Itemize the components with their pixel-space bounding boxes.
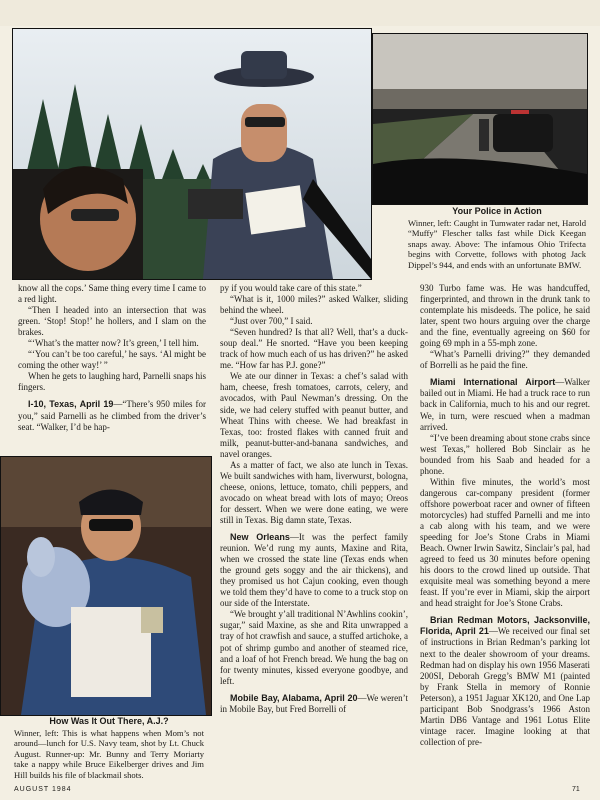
article-column-2 — [220, 283, 408, 715]
paragraph: “‘You can’t be too careful,’ he says. ‘Al might be coming the other way!’ ” — [18, 349, 206, 371]
paragraph: “Then I headed into an intersection that was green. ‘Stop! Stop!’ he hollers, and I slam on the brakes. — [18, 305, 206, 338]
section-text: —It was the perfect family reunion. We’d rung my aunts, Maxine and Rita, when we crossed the state line (Texas ends when the ground gets soggy and the air thickens), and they promised us hot Cajun cooking, even though we told them they’d have to come to a truck stop on our side of the Interstate. — [220, 532, 408, 609]
paragraph: py if you would take care of this state.” — [220, 283, 362, 293]
photo-navy-team-nap — [0, 456, 212, 716]
section-head: Mobile Bay, Alabama, April 20 — [230, 692, 358, 703]
section-new-orleans — [220, 532, 408, 609]
section-mobile-bay — [220, 693, 408, 715]
paragraph: “We brought y’all traditional N’Awhlins cookin’, sugar,” said Maxine, as she and Rita unwrapped a tray of hot crawfish and sauce, a stuffed artichoke, a pot of shrimp gumbo and another of steamed rice, and a loaf of hot French bread. We hung the bag on for twenty minutes, kissed everyone goodbye, and left. — [220, 609, 409, 686]
paragraph: “Just over 700,” I said. — [230, 316, 313, 327]
section-text: —“There’s 950 miles for you,” said Parnelli as he climbed from the driver’s seat. “Walker, I’d be hap- — [18, 399, 206, 432]
caption-title: How Was It Out There, A.J.? — [49, 716, 169, 726]
section-text: —We weren’t in Mobile Bay, but Fred Borrelli of — [220, 692, 408, 714]
caption-how-was-it — [14, 716, 204, 781]
paragraph: know all the cops.’ Same thing every time I came to a red light. — [18, 283, 206, 305]
paragraph: “Seven hundred? Is that all? Well, that’s a duck-soup deal.” He snorted. “Have you been keeping track of how much each of us has driven?” he asked me. “How far has P.J. gone?” — [220, 327, 408, 371]
issue-date: AUGUST 1984 — [14, 786, 72, 793]
paragraph: 930 Turbo fame was. He was handcuffed, fingerprinted, and thrown in the drunk tank to contemplate his misdeeds. The police, he said later, spent two hours arguing over the charge and the fine, eventually agreeing on $60 for going 69 mph in a 55-mph zone. — [420, 283, 590, 349]
article-column-3 — [420, 283, 590, 748]
caption-police-in-action — [408, 206, 586, 271]
section-i10-texas — [18, 399, 206, 432]
paragraph: We ate our dinner in Texas: a chef’s salad with ham, cheese, fresh tomatoes, carrots, celery, and avocados, with Paul Newman’s dressing. On the side, we had celery stuffed with peanut butter, and Wheat Thins with cheese. We had breakfast in Texas, too: frosted flakes with canned fruit and milk, peanut-butter-and-banana sandwiches, and navel oranges. — [220, 371, 408, 459]
paragraph: “I’ve been dreaming about stone crabs since west Texas,” hollered Bob Sinclair as he bounded from his Saab and headed for a phone. — [420, 432, 590, 476]
paragraph: “What’s Parnelli driving?” they demanded of Borrelli as he paid the fine. — [420, 349, 590, 371]
section-head: Miami International Airport — [430, 377, 556, 388]
paragraph: Within five minutes, the world’s most dangerous car-company president (former offshore powerboat racer and owner of fifteen motorcycles) had stuffed Parnelli and me into a cab along with his team, and we were speeding for Joe’s Stone Crabs in Miami Beach. Owner Irwin Sawitz, Sinclair’s pal, had agreed to feed us 30 minutes before opening his doors to the crowd lined up outside. That exquisite meal was something beyond a mere feast. If you’re ever in Miami, skip the airport and head straight for Joe’s Stone Crabs. — [420, 476, 590, 609]
article-column-1 — [18, 283, 206, 433]
paragraph: When he gets to laughing hard, Parnelli snaps his fingers. — [18, 371, 206, 393]
photo-trooper-ticket — [12, 28, 372, 280]
paragraph: “What is it, 1000 miles?” asked Walker, sliding behind the wheel. — [220, 294, 408, 316]
section-miami-airport — [420, 377, 590, 432]
caption-text: Winner, left: This is what happens when Mom’s not around—lunch for U.S. Navy team, shot by Lt. Chuck August. Runner-up: Mr. Bunny and Terry Moriarty take a nappy while Bruce Eikelberger drives and Jim Hill builds his file of blackmail shots. — [14, 727, 204, 780]
section-text: —We received our final set of instructions in Brian Redman’s parking lot next to the dealer showroom of your dreams. Redman had on display his own 1956 Maserati 200SI, Deborah Gregg’s BMW M1 (painted by Frank Stella in memory of Ronnie Peterson), a 1951 Jaguar XK120, and One Lap participant Bob Snodgrass’s 1966 Aston Martin DB6 Vantage and 1961 Lotus Elite vintage racer. Imagine looking at that collection of pre- — [420, 626, 590, 747]
page-top-strip — [0, 0, 600, 26]
page-number: 71 — [572, 786, 580, 793]
section-head: I-10, Texas, April 19 — [28, 399, 114, 410]
section-brian-redman — [420, 615, 590, 748]
paragraph: “‘What’s the matter now? It’s green,’ I tell him. — [28, 338, 199, 349]
caption-text: Winner, left: Caught in Tumwater radar net, Harold “Muffy” Flescher talks fast while Dick Keegan snaps away. Above: The infamous Ohio Trifecta begins with Corvette, follows with photog Jack Dippel’s 944, and ends with an unfortunate BMW. — [408, 217, 586, 270]
section-head: Brian Redman Motors, Jacksonville, Florida, April 21 — [420, 615, 590, 637]
photo-ohio-trifecta — [372, 33, 588, 205]
caption-title: Your Police in Action — [452, 206, 542, 216]
paragraph: As a matter of fact, we also ate lunch in Texas. We built sandwiches with ham, liverwurst, bologna, cheese, onions, lettuce, tomato, chili peppers, and avocado on wheat bread with lots of mayo; Oreos for dessert. When we were done eating, we were still in Texas. Big damn state, Texas. — [220, 459, 408, 525]
section-text: —Walker bailed out in Miami. He had a truck race to run back in California, much to his and our regret. We, in turn, were rescued when a madman arrived. — [420, 377, 590, 432]
section-head: New Orleans — [230, 532, 290, 543]
